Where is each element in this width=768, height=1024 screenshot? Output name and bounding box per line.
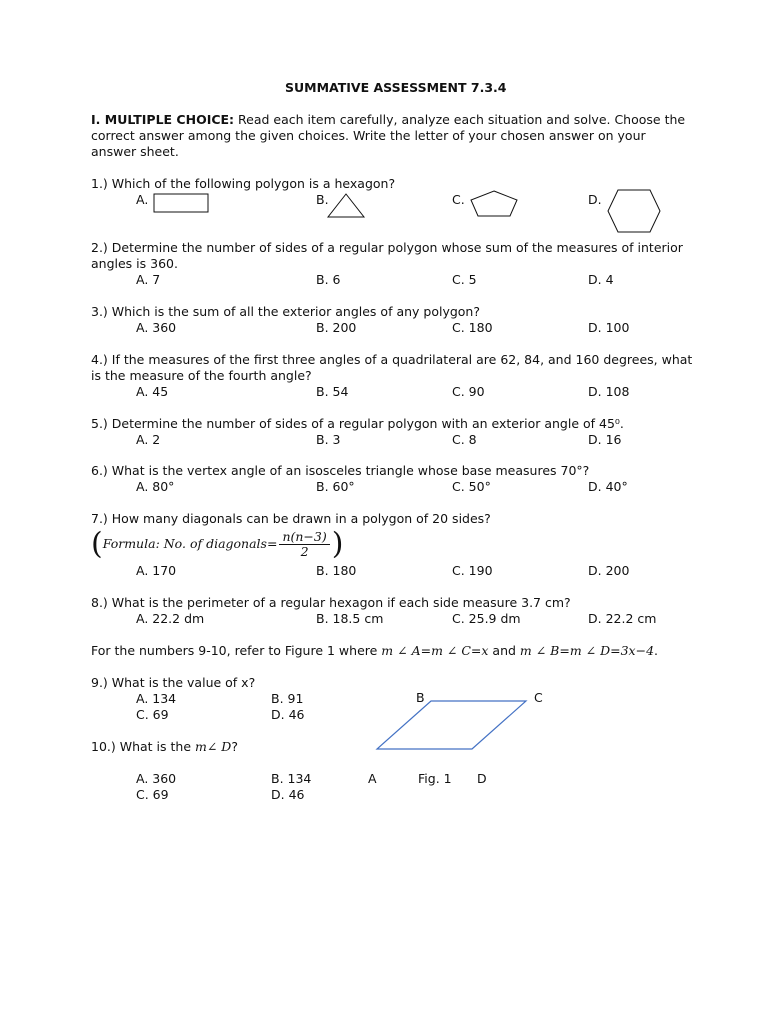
instructions-line-1 (91, 112, 685, 128)
q6-choice-b: B. 60° (316, 479, 355, 494)
q3-choice-c: C. 180 (452, 320, 493, 335)
q9-choice-d: D. 46 (271, 707, 305, 722)
q3-choice-d: D. 100 (588, 320, 630, 335)
q8-choice-a: A. 22.2 dm (136, 611, 205, 626)
q10-choice-c: C. 69 (136, 787, 169, 802)
rectangle-shape (150, 192, 212, 216)
q3-choice-b: B. 200 (316, 320, 357, 335)
question-8-text: 8.) What is the perimeter of a regular hexagon if each side measure 3.7 cm? (91, 595, 571, 610)
question-2-line-1: 2.) Determine the number of sides of a regular polygon whose sum of the measures of interior (91, 240, 683, 255)
equation-b-d: m ∠ B=m ∠ D=3x−4 (519, 643, 655, 658)
instructions-text: Read each item carefully, analyze each situation and solve. Choose the (234, 112, 686, 127)
formula-denominator: 2 (300, 544, 309, 559)
formula-open-paren: ( (91, 526, 103, 562)
q4-choice-b: B. 54 (316, 384, 349, 399)
q5-choice-a: A. 2 (136, 432, 161, 447)
question-10-text (91, 739, 238, 755)
q7-choice-c: C. 190 (452, 563, 493, 578)
q8-choice-d: D. 22.2 cm (588, 611, 657, 626)
parallelogram-shape (377, 701, 526, 749)
q5-choice-d: D. 16 (588, 432, 622, 447)
instructions-line-2: correct answer among the given choices. Write the letter of your chosen answer on your (91, 128, 646, 143)
formula-label: Formula: No. of diagonals= (102, 536, 278, 551)
q1-choice-a: A. (136, 192, 149, 207)
formula-numerator: n(n−3) (279, 530, 329, 545)
q7-choice-b: B. 180 (316, 563, 357, 578)
reference-intro: For the numbers 9-10, refer to Figure 1 where (91, 643, 382, 658)
figure-reference-text (91, 643, 658, 659)
q1-choice-c: C. (452, 192, 465, 207)
question-4-line-2: is the measure of the fourth angle? (91, 368, 312, 383)
question-3-text: 3.) Which is the sum of all the exterior angles of any polygon? (91, 304, 480, 319)
figure-caption: Fig. 1 (418, 771, 452, 786)
q6-choice-d: D. 40° (588, 479, 628, 494)
q2-choice-c: C. 5 (452, 272, 477, 287)
q10-choice-b: B. 134 (271, 771, 312, 786)
q10-angle-d: m∠ D (195, 739, 232, 754)
question-4-line-1: 4.) If the measures of the first three angles of a quadrilateral are 62, 84, and 160 degrees, what (91, 352, 693, 367)
vertex-label-b: B (416, 690, 425, 705)
q4-choice-a: A. 45 (136, 384, 169, 399)
question-2-line-2: angles is 360. (91, 256, 178, 271)
diagonals-formula (91, 528, 343, 560)
q7-choice-a: A. 170 (136, 563, 177, 578)
q2-choice-b: B. 6 (316, 272, 341, 287)
q10-choice-a: A. 360 (136, 771, 177, 786)
question-7-text: 7.) How many diagonals can be drawn in a polygon of 20 sides? (91, 511, 491, 526)
q5-choice-c: C. 8 (452, 432, 477, 447)
question-1-text: 1.) Which of the following polygon is a hexagon? (91, 176, 396, 191)
q9-choice-a: A. 134 (136, 691, 177, 706)
q8-choice-b: B. 18.5 cm (316, 611, 384, 626)
q2-choice-a: A. 7 (136, 272, 161, 287)
q1-choice-d: D. (588, 192, 602, 207)
q9-choice-c: C. 69 (136, 707, 169, 722)
instructions-heading: I. MULTIPLE CHOICE: (91, 112, 235, 127)
q9-choice-b: B. 91 (271, 691, 304, 706)
q6-choice-a: A. 80° (136, 479, 175, 494)
question-6-text: 6.) What is the vertex angle of an isosceles triangle whose base measures 70°? (91, 463, 590, 478)
pentagon-shape (465, 188, 523, 220)
q10-choice-d: D. 46 (271, 787, 305, 802)
page-title: SUMMATIVE ASSESSMENT 7.3.4 (285, 80, 507, 95)
question-9-text: 9.) What is the value of x? (91, 675, 256, 690)
parallelogram-figure (370, 695, 540, 757)
q8-choice-c: C. 25.9 dm (452, 611, 521, 626)
q4-choice-d: D. 108 (588, 384, 630, 399)
instructions-line-3: answer sheet. (91, 144, 179, 159)
equation-a-c: m ∠ A=m ∠ C=x (381, 643, 489, 658)
vertex-label-a: A (368, 771, 377, 786)
hexagon-shape (604, 188, 664, 236)
reference-and: and (488, 643, 520, 658)
triangle-shape (325, 192, 367, 220)
question-5-text: 5.) Determine the number of sides of a regular polygon with an exterior angle of 45⁰. (91, 416, 624, 431)
vertex-label-d: D (477, 771, 487, 786)
q2-choice-d: D. 4 (588, 272, 614, 287)
formula-close-paren: ) (331, 526, 344, 562)
q3-choice-a: A. 360 (136, 320, 177, 335)
q5-choice-b: B. 3 (316, 432, 341, 447)
reference-period: . (654, 643, 659, 658)
q1-choice-b: B. (316, 192, 329, 207)
vertex-label-c: C (534, 690, 543, 705)
formula-fraction (279, 530, 329, 559)
q4-choice-c: C. 90 (452, 384, 485, 399)
q10-text-post: ? (231, 739, 238, 754)
q10-text-pre: 10.) What is the (91, 739, 195, 754)
q6-choice-c: C. 50° (452, 479, 491, 494)
q7-choice-d: D. 200 (588, 563, 630, 578)
